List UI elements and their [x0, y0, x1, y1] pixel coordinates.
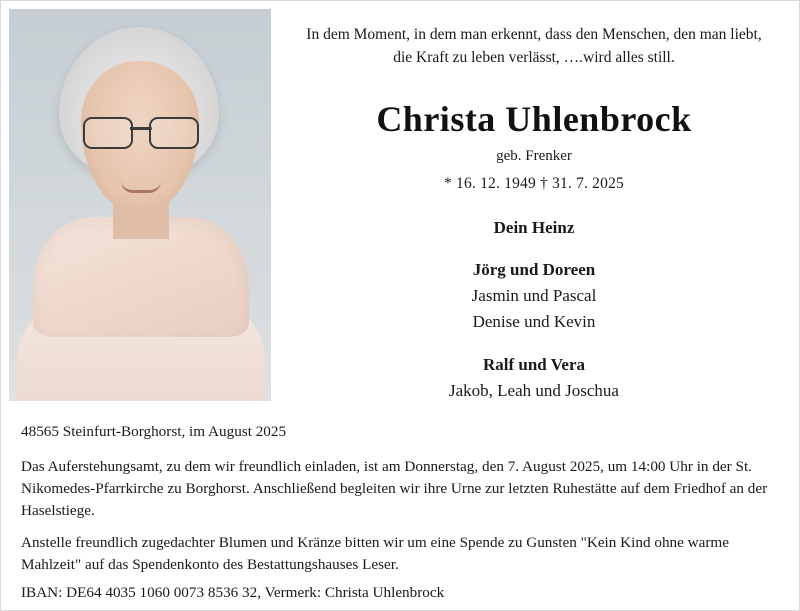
- deceased-name: Christa Uhlenbrock: [376, 98, 692, 139]
- mourner-group: [295, 215, 773, 241]
- life-dates: * 16. 12. 1949 † 31. 7. 2025: [444, 174, 624, 192]
- portrait-mouth: [121, 181, 161, 193]
- mourner-line: Denise und Kevin: [472, 311, 596, 331]
- place-date-line: 48565 Steinfurt-Borghorst, im August 2025: [21, 423, 287, 441]
- service-paragraph: Das Auferstehungsamt, zu dem wir freundlich einladen, ist am Donnerstag, den 7. August 2025, um 14:00 Uhr in der St. Nikomedes-Pfarrkirche zu Borghorst. Anschließend begleiten wir ihre Urne zur letzten Ruhestätte auf dem Friedhof an der Haselstiege.: [21, 457, 768, 519]
- epigraph-text: In dem Moment, in dem man erkennt, dass den Menschen, den man liebt, die Kraft zu leben verlässt, ….wird alles still.: [306, 26, 762, 67]
- mourner-line: Jasmin und Pascal: [471, 286, 597, 306]
- lower-section: [1, 421, 799, 603]
- mourner-name: Jörg und Doreen: [472, 260, 596, 280]
- mourner-group: [295, 352, 773, 404]
- header-column: [271, 9, 799, 403]
- portrait-illustration: [9, 9, 271, 401]
- mourner-group: [295, 257, 773, 334]
- mourner-line: Jakob, Leah und Joschua: [449, 380, 619, 400]
- glasses-icon: [83, 117, 199, 147]
- donation-paragraph: Anstelle freundlich zugedachter Blumen und Kränze bitten wir um eine Spende zu Gunsten "Kein Kind ohne warme Mahlzeit" auf das Spendenkonto des Bestattungshauses Leser.: [21, 533, 729, 573]
- portrait-photo: [9, 9, 271, 401]
- mourner-name: Ralf und Vera: [482, 354, 586, 374]
- mourner-name: Dein Heinz: [493, 217, 575, 237]
- mourners-list: [295, 215, 773, 404]
- iban-line: IBAN: DE64 4035 1060 0073 8536 32, Vermerk: Christa Uhlenbrock: [21, 583, 445, 601]
- top-section: [1, 1, 799, 403]
- maiden-name: geb. Frenker: [496, 147, 572, 164]
